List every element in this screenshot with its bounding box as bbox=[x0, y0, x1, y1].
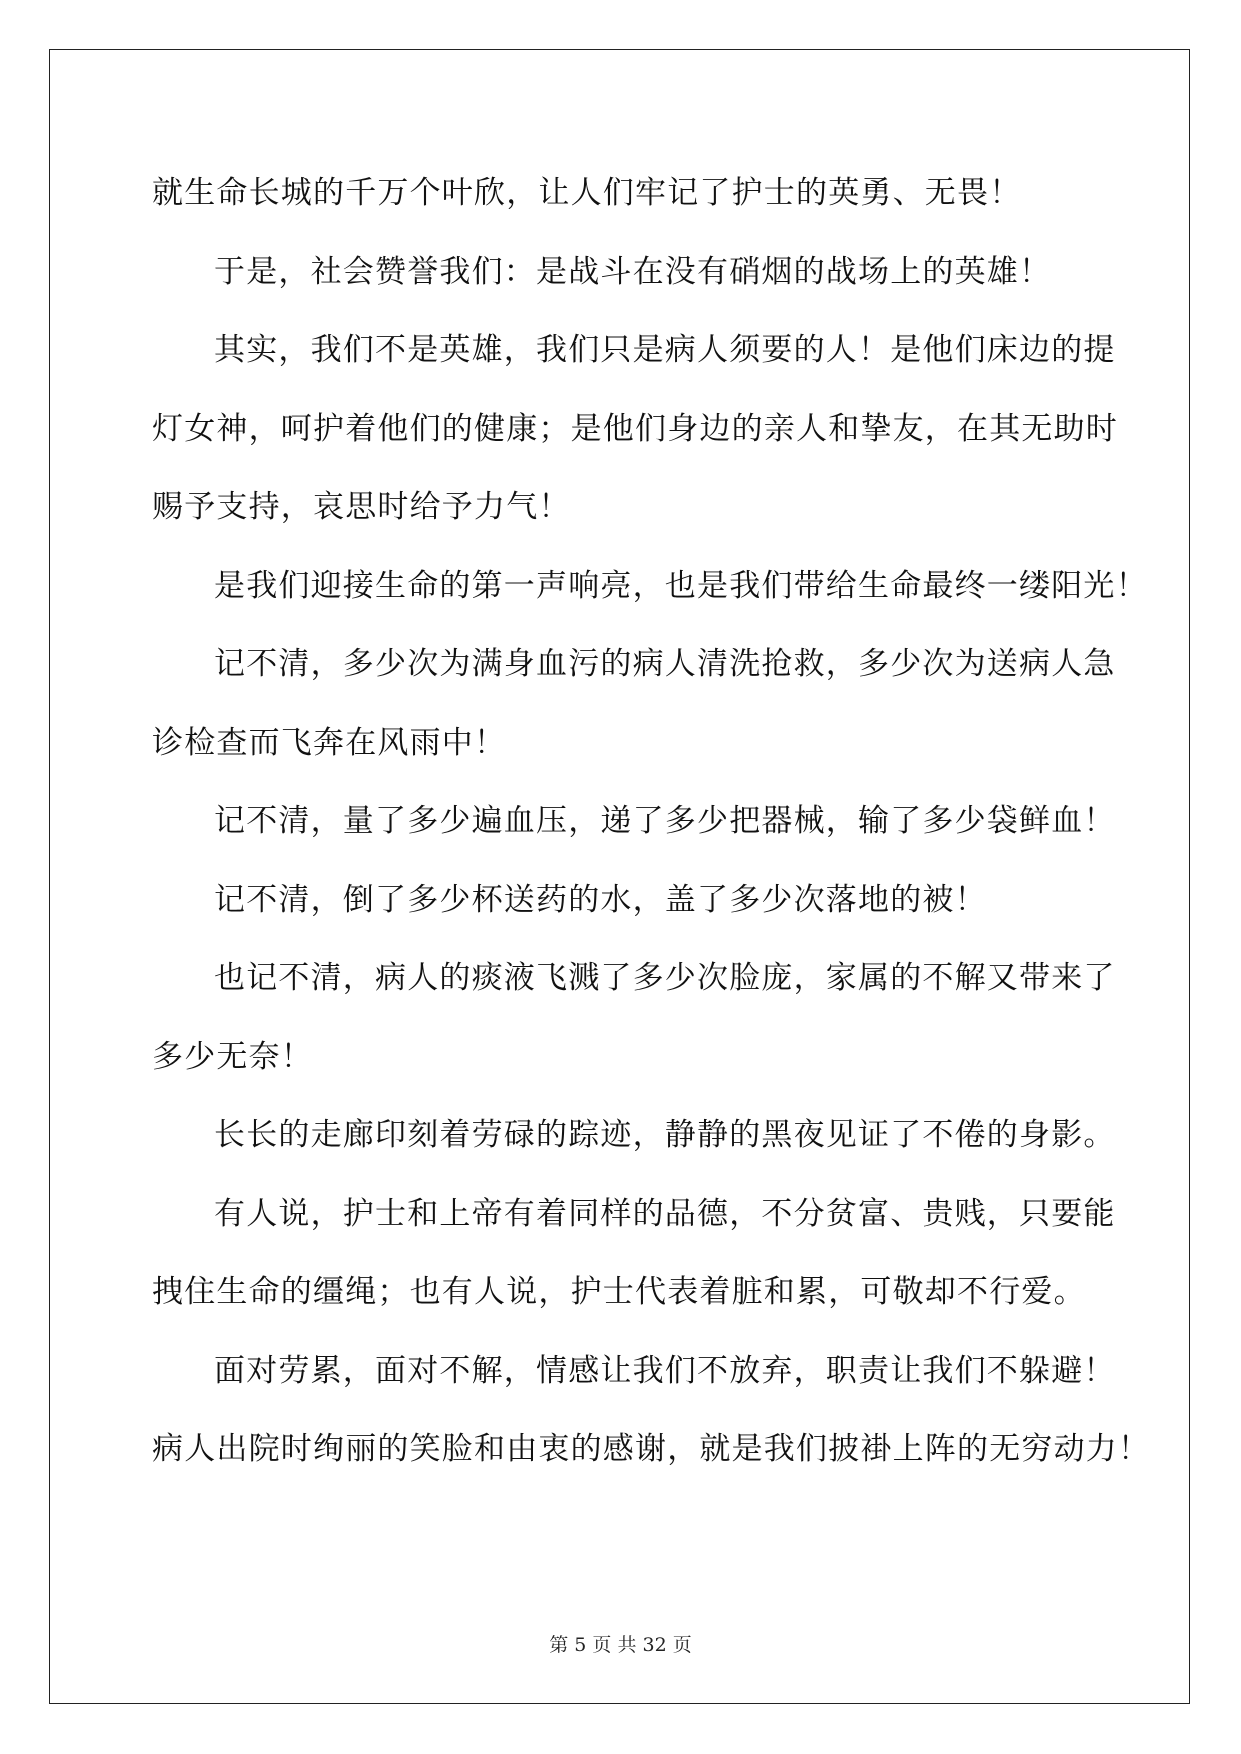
text-line: 记不清，量了多少遍血压，递了多少把器械，输了多少袋鲜血！ bbox=[214, 803, 1116, 839]
page-number-footer: 第 5 页 共 32 页 bbox=[549, 1634, 692, 1656]
text-line: 其实，我们不是英雄，我们只是病人须要的人！是他们床边的提 bbox=[214, 332, 1116, 368]
text-line: 病人出院时绚丽的笑脸和由衷的感谢，就是我们披褂上阵的无穷动力！ bbox=[152, 1431, 1151, 1467]
text-line: 就生命长城的千万个叶欣，让人们牢记了护士的英勇、无畏！ bbox=[152, 175, 1022, 211]
text-line: 记不清，倒了多少杯送药的水，盖了多少次落地的被！ bbox=[214, 881, 987, 918]
text-line: 记不清，多少次为满身血污的病人清洗抢救，多少次为送病人急 bbox=[214, 646, 1116, 682]
text-line: 诊检查而飞奔在风雨中！ bbox=[152, 724, 507, 761]
text-line: 灯女神，呵护着他们的健康；是他们身边的亲人和挚友，在其无助时 bbox=[152, 410, 1118, 447]
text-line: 是我们迎接生命的第一声响亮，也是我们带给生命最终一缕阳光！ bbox=[214, 567, 1148, 604]
text-line: 长长的走廊印刻着劳碌的踪迹，静静的黑夜见证了不倦的身影。 bbox=[214, 1117, 1116, 1153]
text-line: 有人说，护士和上帝有着同样的品德，不分贫富、贵贱，只要能 bbox=[214, 1195, 1116, 1232]
text-line: 也记不清，病人的痰液飞溅了多少次脸庞，家属的不解又带来了 bbox=[214, 960, 1116, 996]
text-line: 于是，社会赞誉我们：是战斗在没有硝烟的战场上的英雄！ bbox=[214, 253, 1052, 290]
text-line: 拽住生命的缰绳；也有人说，护士代表着脏和累，可敬却不行爱。 bbox=[152, 1274, 1086, 1310]
document-body bbox=[152, 160, 1151, 1495]
text-line: 多少无奈！ bbox=[152, 1038, 313, 1075]
text-line: 赐予支持，哀思时给予力气！ bbox=[152, 489, 571, 525]
text-line: 面对劳累，面对不解，情感让我们不放弃，职责让我们不躲避！ bbox=[214, 1352, 1116, 1389]
